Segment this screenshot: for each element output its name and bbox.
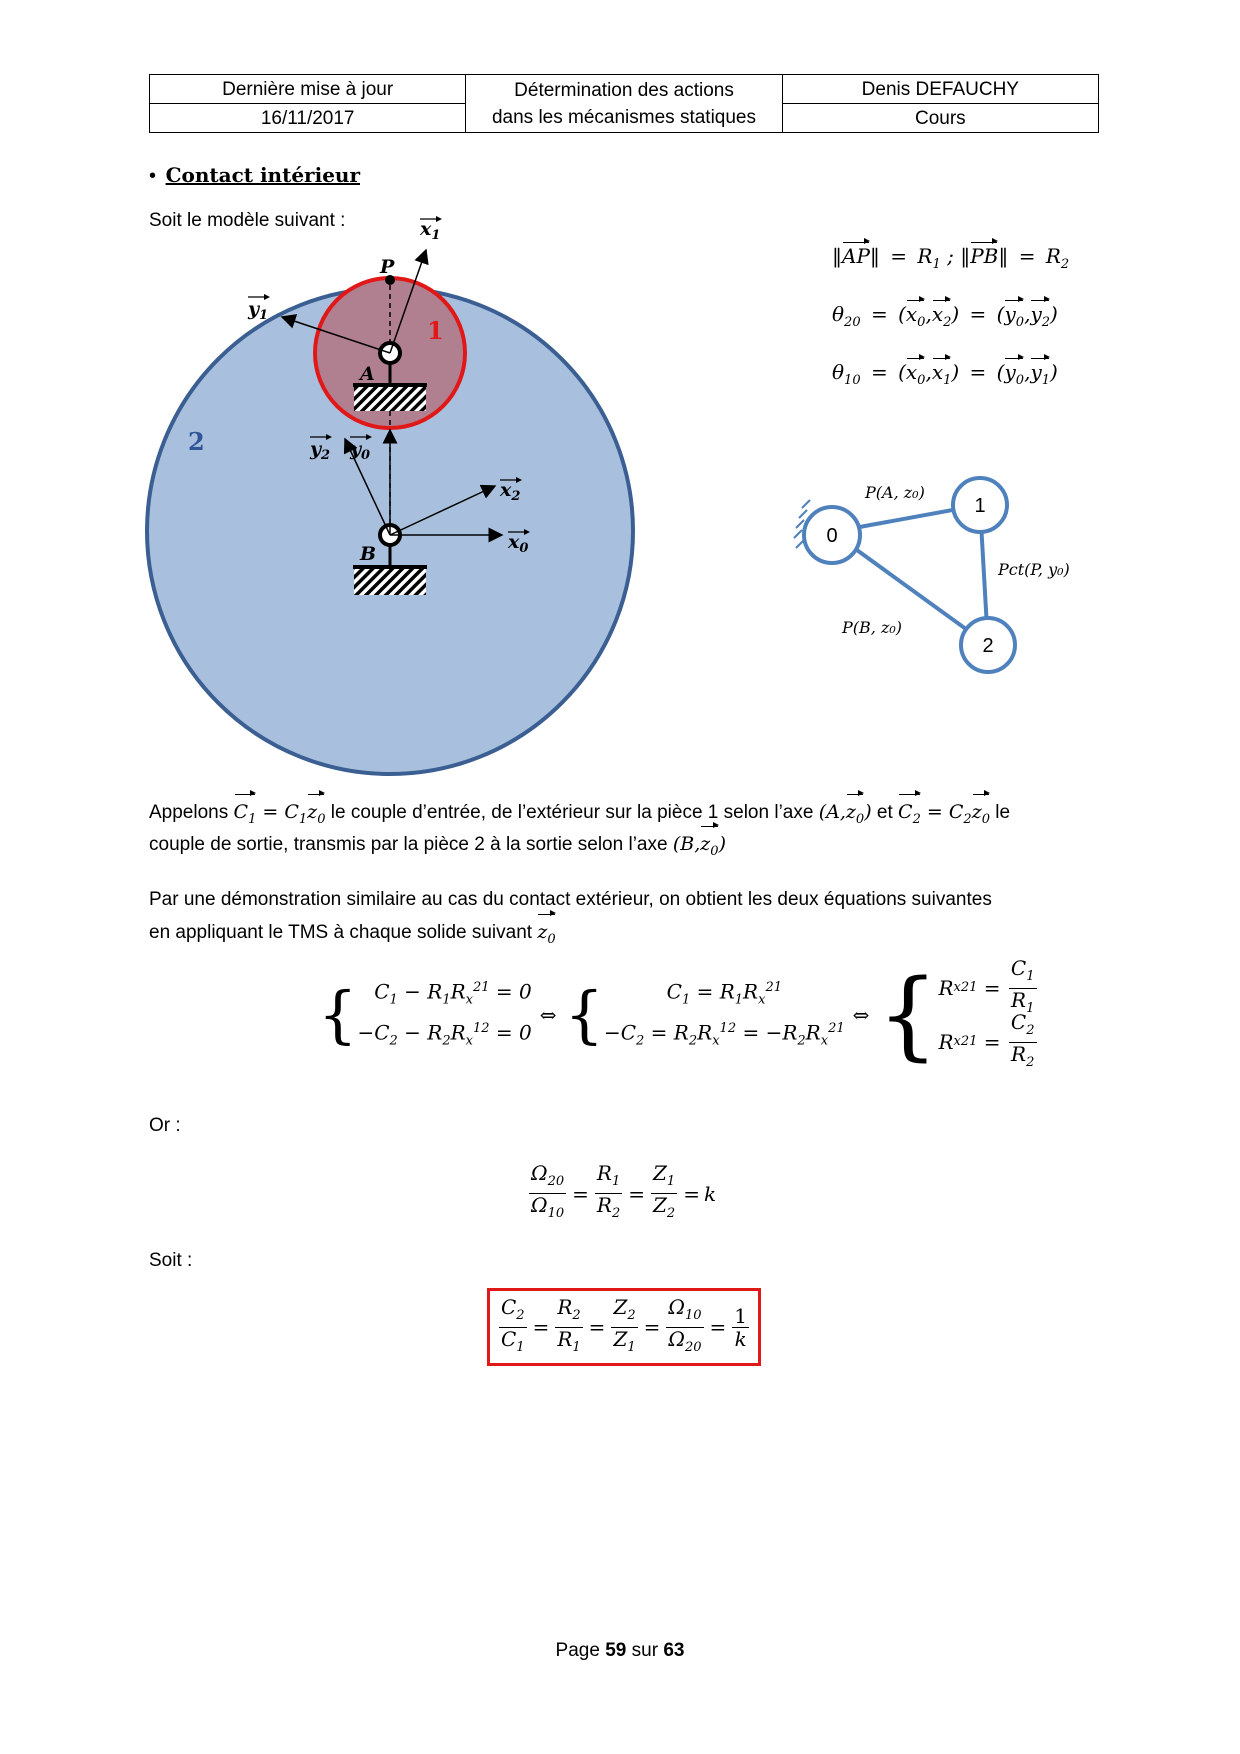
label-solid-2: 2 [188, 427, 205, 456]
page-footer: Page 59 sur 63 [555, 1640, 685, 1661]
mechanism-figure [130, 205, 650, 785]
section-heading [149, 163, 360, 188]
link-label-0-1: P(A, z₀) [865, 483, 925, 502]
relation-norms: ‖AP‖ = $R_1$ ; ‖PB‖ = $R_2$ [832, 244, 1070, 272]
updated-label: Dernière mise à jour [150, 75, 466, 104]
speed-ratio-equation: $\frac{\Omega_{20}}{\Omega_{10}}$ = $\frac{R_1}{R_2}$ = $\frac{Z_1}{Z_2}$ = k [531, 1161, 717, 1221]
label-solid-1: 1 [427, 316, 444, 345]
paragraph-2-line-1: Par une démonstration similaire au cas du contact extérieur, on obtient les deux équations suivantes [149, 889, 992, 910]
ground-a-hatch [354, 387, 426, 411]
svg-text:x2: $x_2$ [500, 479, 521, 504]
label-a: A [360, 363, 375, 385]
author: Denis DEFAUCHY [782, 75, 1098, 104]
node-0-label: 0 [826, 525, 838, 547]
link-label-0-2: P(B, z₀) [842, 618, 903, 637]
relation-theta20: $\theta_{20} = (x_0,x_2) = (y_0,y_2)$ [832, 302, 1058, 330]
doc-title: Détermination des actions dans les mécanismes statiques [466, 75, 782, 133]
label-b: B [360, 543, 377, 565]
equation-system: { $C_1 - R_1R_x^{21} = 0$ $-C_2 - R_2R_x^{12} = 0$ ⇔ { $C_1 = R_1R_x^{21}$ $-C_2 = R_2R_x^{12} = -R_2R_x^{21}$ ⇔ { R x 21 = $\frac{C_1}{R_1}$ R x 21 = $\frac{C_2}{R_2}$ [318, 955, 1035, 1071]
svg-text:x0: $x_0$ [508, 531, 529, 556]
page-total: 63 [663, 1640, 685, 1661]
paragraph-1-line-1: Appelons $C_1 = C_1z_0$ le couple d’entrée, de l’extérieur sur la pièce 1 selon l’axe $(A,z_0)$ et $C_2 = C_2z_0$ le [149, 796, 1010, 836]
relation-theta10: $\theta_{10} = (x_0,x_1) = (y_0,y_1)$ [832, 360, 1058, 388]
svg-text:y1: $y_1$ [248, 298, 269, 323]
or-label: Or : [149, 1115, 181, 1136]
label-p: P [380, 256, 395, 278]
doc-type: Cours [782, 104, 1098, 133]
intro-text: Soit le modèle suivant : [149, 210, 346, 231]
liaison-graph [780, 470, 1110, 680]
result-box: $\frac{C_2}{C_1}$ = $\frac{R_2}{R_1}$ = $\frac{Z_2}{Z_1}$ = $\frac{\Omega_{10}}{\Omega_{20}}$ = $\frac{1}{k}$ [487, 1288, 761, 1366]
svg-text:x1: $x_1$ [420, 218, 441, 243]
paragraph-2-line-2: en appliquant le TMS à chaque solide suivant $z_0$ [149, 916, 556, 956]
header-table [149, 74, 1099, 133]
bullet: • [149, 165, 157, 187]
node-1-label: 1 [974, 495, 986, 517]
link-label-1-2: Pct(P, y₀) [998, 560, 1070, 579]
paragraph-1-line-2: couple de sortie, transmis par la pièce 2 à la sortie selon l’axe $(B,z_0)$ [149, 828, 726, 868]
svg-text:y0: $y_0$ [350, 438, 371, 463]
node-2-label: 2 [982, 635, 994, 657]
section-title: Contact intérieur [165, 163, 360, 187]
page-number: 59 [605, 1640, 627, 1661]
update-date: 16/11/2017 [150, 104, 466, 133]
svg-text:y2: $y_2$ [310, 438, 331, 463]
soit-label: Soit : [149, 1250, 193, 1271]
ground-b-hatch [354, 569, 426, 595]
